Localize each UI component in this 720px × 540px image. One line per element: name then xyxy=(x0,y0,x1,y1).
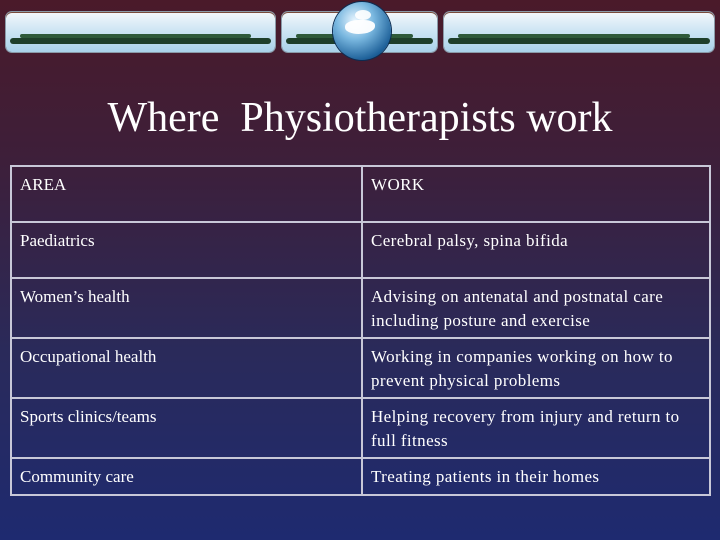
table-header-row xyxy=(11,166,710,222)
area-cell: Community care xyxy=(11,458,362,495)
header-cell-area: AREA xyxy=(11,166,362,222)
work-cell: Helping recovery from injury and return to full fitness xyxy=(362,398,710,458)
area-cell: Paediatrics xyxy=(11,222,362,278)
table-row xyxy=(11,458,710,495)
work-cell: Working in companies working on how to prevent physical problems xyxy=(362,338,710,398)
header-cell-work: WORK xyxy=(362,166,710,222)
work-cell: Cerebral palsy, spina bifida xyxy=(362,222,710,278)
area-cell: Women’s health xyxy=(11,278,362,338)
work-areas-table xyxy=(10,165,711,496)
work-cell: Advising on antenatal and postnatal care including posture and exercise xyxy=(362,278,710,338)
decorative-banner-left xyxy=(6,12,275,52)
area-cell: Sports clinics/teams xyxy=(11,398,362,458)
table-row xyxy=(11,222,710,278)
globe-icon xyxy=(333,2,391,60)
banner-land-shape xyxy=(448,38,710,44)
table-row xyxy=(11,278,710,338)
banner-land-shape xyxy=(10,38,271,44)
globe-continent-shape xyxy=(355,10,371,20)
globe-continent-shape xyxy=(345,20,375,34)
area-cell: Occupational health xyxy=(11,338,362,398)
decorative-banner-right xyxy=(444,12,714,52)
work-cell: Treating patients in their homes xyxy=(362,458,710,495)
table-row xyxy=(11,338,710,398)
slide-title: Where Physiotherapists work xyxy=(107,95,613,141)
table-row xyxy=(11,398,710,458)
